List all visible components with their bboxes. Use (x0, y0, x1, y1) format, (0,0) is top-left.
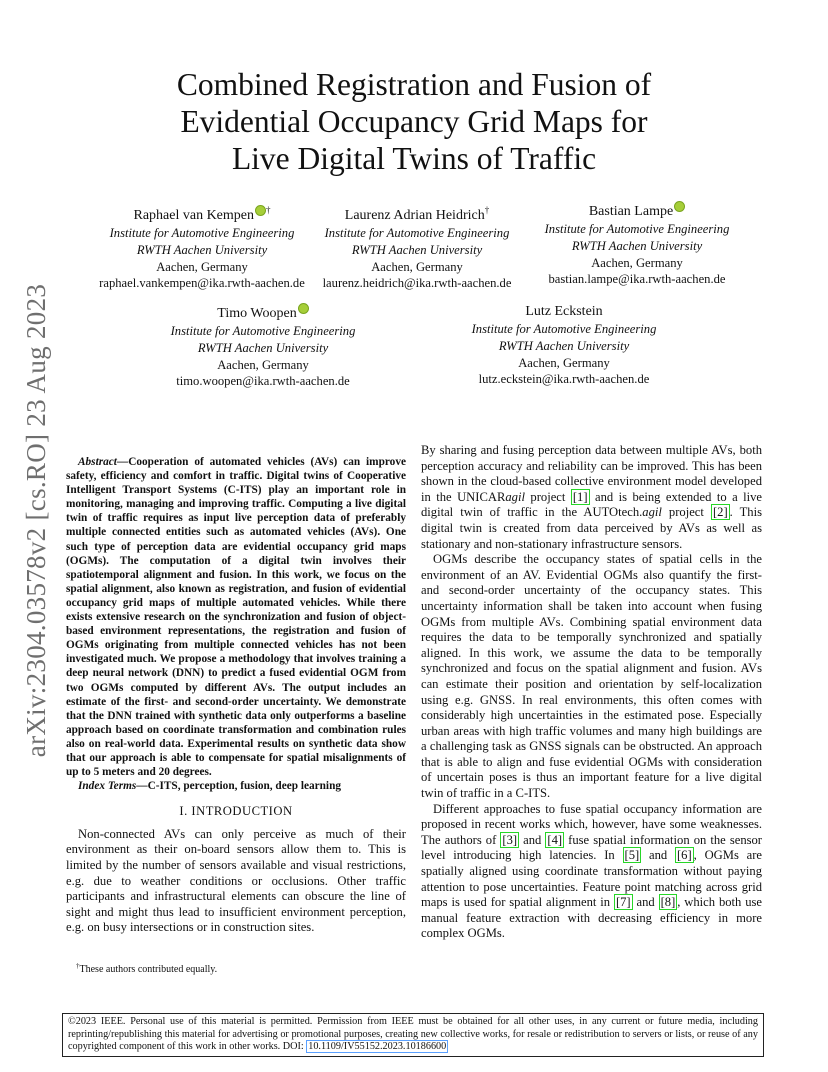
author-email[interactable]: bastian.lampe@ika.rwth-aachen.de (548, 272, 726, 287)
author-block-5 (450, 303, 678, 388)
author-institute: Institute for Automotive Engineering (471, 322, 657, 336)
citation-link[interactable]: [5] (624, 848, 640, 863)
text-span: . This digital twin is created from data perceived by AVs as well as stationary and non-stationary infrastructure sensors. (421, 505, 763, 551)
text-span: and is being extended to a live digital twin of traffic in the AUTOtech. (421, 489, 762, 520)
text-span: , which both use manual feature extraction with decreasing efficiency in more complex OGMs. (421, 895, 763, 941)
text-span: By sharing and fusing perception data between multiple AVs, both perception accuracy and reliability can be improved. This has been shown in the cloud-based collective environment model developed in the UNICAR (421, 443, 762, 504)
orcid-icon[interactable] (674, 201, 685, 212)
doi-link[interactable]: 10.1109/IV55152.2023.10186600 (308, 1041, 447, 1053)
author-block-3 (534, 201, 740, 288)
index-terms-text: —C-ITS, perception, fusion, deep learning (136, 780, 342, 793)
author-name: Laurenz Adrian Heidrich (344, 208, 485, 223)
author-institute: Institute for Automotive Engineering (544, 222, 730, 236)
paper-title (100, 66, 728, 177)
author-location: Aachen, Germany (156, 259, 248, 274)
index-terms-label: Index Terms (78, 780, 137, 793)
author-name: Timo Woopen (217, 306, 297, 321)
abstract-text: —Cooperation of automated vehicles (AVs) can improve safety, efficiency and comfort in traffic. Digital twins of Cooperative Intelligent Transport Systems (C-ITS) play an important role in monitoring, managing and improving traffic. Computing a live digital twin of traffic requires as input live perception data of preferably multiple connected entities such as automated vehicles (AVs). One such type of perception data are evidential occupancy grid maps (OGMs). The computation of a digital twin involves their spatiotemporal alignment and fusion. In this work, we focus on the spatial alignment, also known as registration, and fusion of evidential occupancy grid maps of multiple automated vehicles. While there exists extensive research on the synchronization and fusion of object-based environment representations, the registration and fusion of OGMs originating from multiple connected vehicles has not been investigated much. We propose a methodology that involves training a deep neural network (DNN) to predict a fused evidential OGM from two OGMs computed by different AVs. The output includes an estimate of the first- and second-order uncertainty. We demonstrate that the DNN trained with synthetic data only outperforms a baseline approach based on coordinate transformation and combination rules also on real-world data. Experimental results on synthetic data show that our approach is able to compensate for spatial misalignments of up to 5 meters and 20 degrees. (66, 456, 406, 779)
text-span: project (661, 505, 711, 520)
author-location: Aachen, Germany (371, 259, 463, 274)
orcid-icon[interactable] (298, 303, 309, 314)
text-span: fuse spatial information on the sensor level introducing high latencies. In (421, 832, 763, 863)
text-span: and (632, 895, 659, 910)
author-email[interactable]: raphael.vankempen@ika.rwth-aachen.de (99, 276, 305, 291)
text-span: , OGMs are spatially aligned using coordinate transformation without paying attention to pose uncertainties. Feature point matching across grid maps is used for spatial alignment in (421, 848, 763, 910)
author-location: Aachen, Germany (217, 357, 309, 372)
citation-link[interactable]: [4] (547, 832, 563, 847)
title-line-3: Live Digital Twins of Traffic (231, 141, 597, 176)
equal-contribution-mark: † (266, 205, 271, 215)
index-terms (66, 779, 406, 793)
copyright-notice (62, 1013, 764, 1057)
author-email[interactable]: lutz.eckstein@ika.rwth-aachen.de (478, 372, 650, 387)
copyright-text: ©2023 IEEE. Personal use of this material is permitted. Permission from IEEE must be obtained for all other uses, in any current or future media, including reprinting/republishing this material for advertising or promotional purposes, creating new collective works, for resale or redistribution to servers or lists, or reuse of any copyrighted component of this work in other works. DOI: (68, 1016, 758, 1053)
section-heading: I. INTRODUCTION (179, 804, 293, 819)
text-span: agil (642, 505, 662, 520)
author-institute: Institute for Automotive Engineering (170, 324, 356, 338)
author-email[interactable]: laurenz.heidrich@ika.rwth-aachen.de (322, 276, 512, 291)
citation-link[interactable]: [1] (572, 489, 588, 504)
citation-link[interactable]: [8] (660, 895, 676, 910)
author-university: RWTH Aachen University (571, 238, 703, 253)
author-name: Lutz Eckstein (525, 304, 603, 319)
text-span: project (524, 489, 571, 504)
text-span: and (641, 848, 675, 863)
author-university: RWTH Aachen University (136, 242, 268, 257)
author-block-2 (312, 201, 522, 292)
intro-paragraph: Non-connected AVs can only perceive as much of their environment as their on-board sensors allow them to. This is limited by the number of sensors available and visual restrictions, e.g. due to weather conditions or occlusions. Other traffic participants and infrastructural elements can obscure the line of sight and might thus lead to insufficient environment perception, e.g. on busy intersections or in construction sites. (66, 826, 406, 935)
citation-link[interactable]: [6] (676, 848, 692, 863)
author-university: RWTH Aachen University (498, 338, 630, 353)
footnote (76, 960, 217, 976)
text-span: agil (505, 489, 525, 504)
author-block-4 (150, 303, 376, 390)
left-column (66, 455, 406, 936)
footnote-text: These authors contributed equally. (79, 964, 218, 975)
author-university: RWTH Aachen University (197, 340, 329, 355)
author-location: Aachen, Germany (591, 255, 683, 270)
author-block-1 (72, 201, 332, 292)
author-name: Raphael van Kempen (133, 208, 254, 223)
paragraph-sharing (421, 443, 762, 552)
paragraph-ogms: OGMs describe the occupancy states of spatial cells in the environment of an AV. Evidential OGMs also quantify the first- and second-order uncertainty of the occupancy states. This uncertainty information shall be taken into account when fusing OGMs from multiple AVs. Combining spatial environment data requires the data to be temporally synchronized and spatially aligned. In this work, we assume the data to be temporally synchronized and focus on the spatial alignment and fusion. AVs can estimate their position and orientation by self-localization using e.g. GNSS. In real environments, this often comes with considerably high uncertainties in the estimated pose. Especially urban areas with high traffic volumes and many high buildings are a challenging task as GNSS signals can be obstructed. An approach that is able to align and fuse evidential OGMs with consideration of uncertain poses is thus an important feature for a live digital twin of traffic in a C-ITS. (421, 552, 762, 801)
abstract-label: Abstract (78, 456, 117, 468)
title-line-1: Combined Registration and Fusion of (176, 67, 652, 102)
title-line-2: Evidential Occupancy Grid Maps for (180, 104, 648, 139)
arxiv-identifier-sidebar (14, 280, 60, 760)
paragraph-approaches (421, 802, 762, 942)
author-institute: Institute for Automotive Engineering (324, 226, 510, 240)
abstract (66, 455, 406, 779)
text-span: and (519, 832, 546, 847)
footnote-mark: † (76, 962, 80, 970)
author-name: Bastian Lampe (588, 204, 674, 219)
author-institute: Institute for Automotive Engineering (109, 226, 295, 240)
author-email[interactable]: timo.woopen@ika.rwth-aachen.de (176, 374, 350, 389)
orcid-icon[interactable] (255, 205, 266, 216)
arxiv-identifier-text: arXiv:2304.03578v2 [cs.RO] 23 Aug 2023 (21, 283, 52, 757)
citation-link[interactable]: [7] (615, 895, 631, 910)
author-university: RWTH Aachen University (351, 242, 483, 257)
citation-link[interactable]: [3] (502, 832, 518, 847)
right-column (421, 443, 762, 942)
author-location: Aachen, Germany (518, 355, 610, 370)
text-span: Different approaches to fuse spatial occupancy information are proposed in recent works which, however, have some weaknesses. The authors of (421, 801, 762, 847)
citation-link[interactable]: [2] (712, 505, 728, 520)
equal-contribution-mark: † (484, 205, 490, 215)
